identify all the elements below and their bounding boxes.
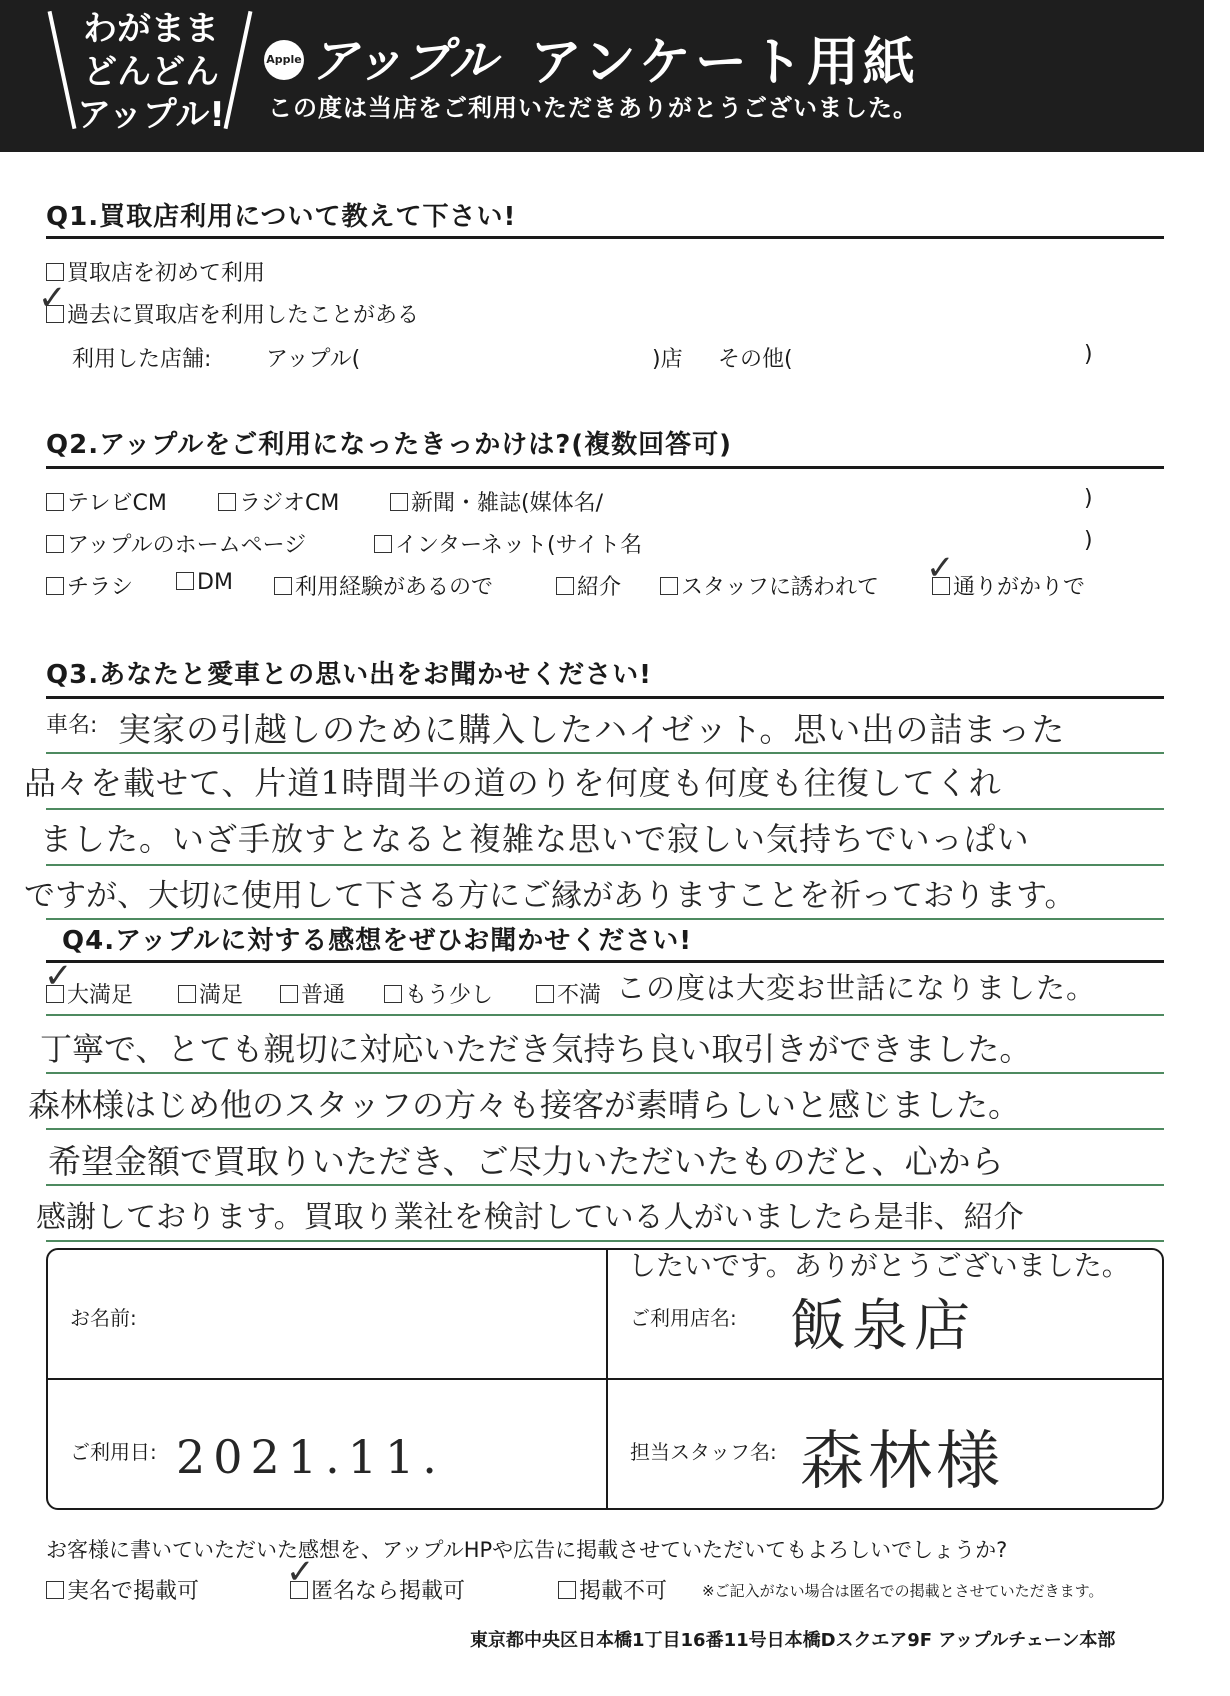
form-title: アンケート用紙 (530, 33, 919, 93)
consent-question: お客様に書いていただいた感想を、アップルHPや広告に掲載させていただいてもよろしいでしょうか? (46, 1538, 1008, 1562)
staff-name-label: 担当スタッフ名: (630, 1440, 777, 1464)
consent-option-anonymous[interactable] (290, 1574, 465, 1605)
q4-answer-line: したいです。ありがとうございました。 (628, 1249, 1130, 1282)
q2-option-staff[interactable] (660, 570, 879, 601)
writing-line (46, 864, 1164, 866)
consent-note: ※ご記入がない場合は匿名での掲載とさせていただきます。 (702, 1582, 1104, 1600)
checkbox[interactable] (374, 535, 392, 553)
q3-rule (46, 696, 1164, 699)
option-label: 不満 (557, 983, 602, 1008)
writing-line (46, 1184, 1164, 1186)
footer-address: 東京都中央区日本橋1丁目16番11号日本橋Dスクエア9F アップルチェーン本部 (470, 1630, 1116, 1651)
store-suffix: )店 (652, 347, 683, 372)
option-label: もう少し (405, 983, 494, 1008)
writing-line (46, 808, 1164, 810)
option-label: 買取店を初めて利用 (67, 261, 266, 286)
option-label: 匿名なら掲載可 (311, 1579, 466, 1604)
greeting: この度は当店をご利用いただきありがとうございました。 (268, 94, 918, 122)
checkbox[interactable] (46, 493, 64, 511)
store-apple: アップル( (266, 347, 361, 372)
check-mark-icon: ✓ (44, 956, 73, 996)
q2-rule (46, 466, 1164, 469)
q1-title: Q1.買取店利用について教えて下さい! (46, 202, 517, 232)
name-label: お名前: (70, 1306, 137, 1330)
q4-answer-line: 希望金額で買取りいただき、ご尽力いただいたものだと、心から (48, 1142, 1004, 1181)
q2-option-internet[interactable] (374, 528, 642, 559)
q1-option-past[interactable] (46, 298, 419, 329)
q2-option-passing-by[interactable] (932, 570, 1085, 601)
writing-line (46, 752, 1164, 754)
checkbox[interactable] (384, 985, 402, 1003)
checkbox[interactable] (46, 1581, 64, 1599)
option-label: 大満足 (67, 983, 134, 1008)
writing-line (46, 1014, 1164, 1016)
option-label: 利用経験があるので (295, 575, 494, 600)
consent-option-no-publish[interactable] (558, 1574, 667, 1605)
q2-option-newspaper[interactable] (390, 486, 603, 517)
writing-line (46, 1128, 1164, 1130)
option-label: チラシ (67, 575, 134, 600)
checkbox[interactable] (178, 985, 196, 1003)
q3-answer-line: ました。いざ手放すとなると複雑な思いで寂しい気持ちでいっぱい (40, 820, 1030, 858)
store-other: その他( (718, 347, 793, 372)
close-paren: ) (1084, 486, 1093, 511)
option-label: スタッフに誘われて (681, 575, 880, 600)
consent-option-real-name[interactable] (46, 1574, 199, 1605)
option-label: ラジオCM (239, 491, 340, 516)
q1-rule (46, 236, 1164, 239)
q2-option-homepage[interactable] (46, 528, 306, 559)
q3-answer-line: 品々を載せて、片道1時間半の道のりを何度も何度も往復してくれ (24, 764, 1002, 802)
q2-option-radio[interactable] (218, 486, 339, 517)
store-name-value: 飯泉店 (790, 1294, 976, 1359)
q1-option-first[interactable] (46, 256, 265, 287)
checkbox[interactable] (390, 493, 408, 511)
checkbox[interactable] (176, 572, 194, 590)
option-label: 普通 (301, 983, 346, 1008)
slogan-line: わがまま (83, 9, 219, 49)
check-mark-icon: ✓ (286, 1552, 315, 1592)
store-label: 利用した店舗: (72, 347, 212, 372)
q2-option-flyer[interactable] (46, 570, 133, 601)
table-divider-vertical (606, 1248, 608, 1510)
checkbox[interactable] (274, 577, 292, 595)
header-banner (0, 0, 1204, 152)
checkbox[interactable] (558, 1581, 576, 1599)
car-name-label: 車名: (46, 713, 98, 738)
q4-option-average[interactable] (280, 978, 345, 1009)
option-label: 満足 (199, 983, 244, 1008)
table-divider-horizontal (46, 1378, 1164, 1380)
option-label: 掲載不可 (579, 1579, 668, 1604)
option-label: 新聞・雑誌(媒体名/ (411, 491, 603, 516)
slogan (62, 8, 240, 137)
store-name-label: ご利用店名: (630, 1306, 737, 1330)
checkbox[interactable] (536, 985, 554, 1003)
date-label: ご利用日: (70, 1440, 157, 1464)
q2-option-referral[interactable] (556, 570, 621, 601)
q2-option-experience[interactable] (274, 570, 493, 601)
q4-title: Q4.アップルに対する感想をぜひお聞かせください! (62, 926, 693, 956)
checkbox[interactable] (556, 577, 574, 595)
q2-title: Q2.アップルをご利用になったきっかけは?(複数回答可) (46, 430, 733, 460)
q4-rule (46, 960, 1164, 963)
option-label: 実名で掲載可 (67, 1579, 200, 1604)
date-value: 2021.11. (176, 1430, 445, 1484)
q4-option-satisfied[interactable] (178, 978, 243, 1009)
option-label: 過去に買取店を利用したことがある (67, 303, 420, 328)
q2-option-tv[interactable] (46, 486, 167, 517)
writing-line (46, 1240, 1164, 1242)
q4-option-slightly[interactable] (384, 978, 493, 1009)
check-mark-icon: ✓ (926, 548, 955, 588)
staff-name-value: 森林様 (800, 1425, 1004, 1499)
q4-option-dissatisfied[interactable] (536, 978, 601, 1009)
q2-option-dm[interactable] (176, 570, 233, 595)
checkbox[interactable] (660, 577, 678, 595)
option-label: テレビCM (67, 491, 167, 516)
checkbox[interactable] (218, 493, 236, 511)
checkbox[interactable] (46, 577, 64, 595)
q3-answer-line: ですが、大切に使用して下さる方にご縁がありますことを祈っております。 (24, 878, 1076, 914)
check-mark-icon: ✓ (38, 278, 67, 318)
close-paren: ) (1084, 528, 1093, 553)
q4-answer-line: 感謝しております。買取り業社を検討している人がいましたら是非、紹介 (36, 1200, 1024, 1235)
q3-answer-line: 実家の引越しのために購入したハイゼット。思い出の詰まった (118, 710, 1066, 749)
logo-text: アップル (310, 33, 497, 89)
q4-answer-line: 丁寧で、とても親切に対応いただき気持ち良い取引きができました。 (40, 1030, 1032, 1068)
checkbox[interactable] (280, 985, 298, 1003)
slogan-line: どんどん (83, 52, 219, 92)
writing-line (46, 1072, 1164, 1074)
q3-title: Q3.あなたと愛車との思い出をお聞かせください! (46, 660, 652, 690)
q4-answer-line: 森林様はじめ他のスタッフの方々も接客が素晴らしいと感じました。 (28, 1086, 1021, 1124)
apple-logo-icon: Apple (264, 40, 304, 80)
close-paren: ) (1084, 342, 1093, 367)
option-label: 通りがかりで (953, 575, 1086, 600)
option-label: 紹介 (577, 575, 622, 600)
q4-answer-first: この度は大変お世話になりました。 (616, 971, 1097, 1005)
slogan-line: アップル! (77, 95, 225, 135)
checkbox[interactable] (46, 535, 64, 553)
option-label: インターネット(サイト名 (395, 533, 643, 558)
option-label: DM (197, 570, 233, 595)
option-label: アップルのホームページ (67, 533, 307, 558)
